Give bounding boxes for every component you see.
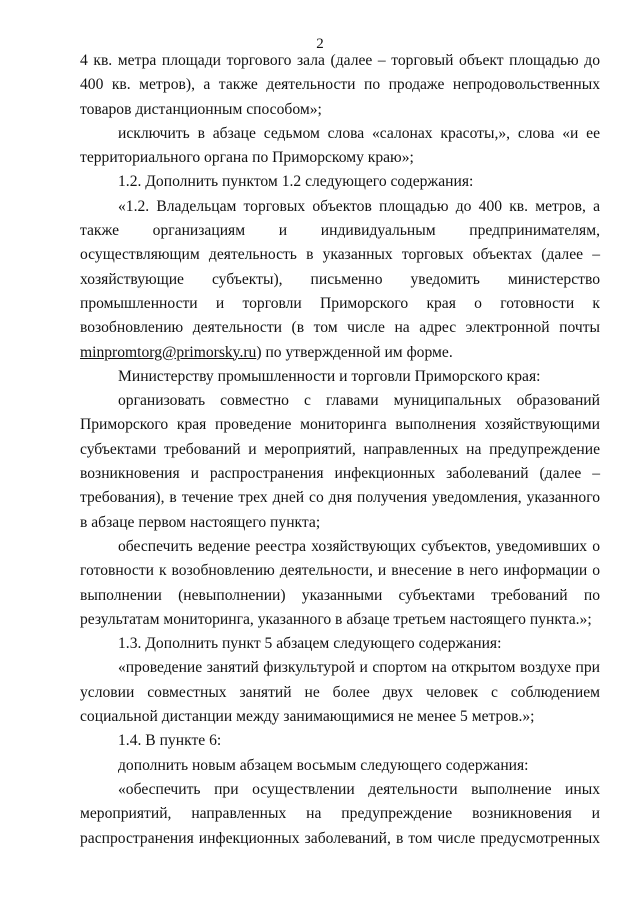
paragraph-registry: обеспечить ведение реестра хозяйствующих субъектов, уведомивших о готовности к возобновлению деятельности, и внесение в него информации о выполнении (невыполнении) указанными субъектами требований по результатам мониторинга, указанного в абзаце третьем настоящего пункта.»; — [80, 537, 600, 628]
paragraph-ministry: Министерству промышленности и торговли Приморского края: — [118, 367, 541, 385]
email-link[interactable]: minpromtorg@primorsky.ru — [80, 343, 257, 361]
page-number: 2 — [316, 36, 324, 52]
paragraph-item-1-2-heading: 1.2. Дополнить пунктом 1.2 следующего содержания: — [118, 173, 474, 191]
paragraph-item-1-3-heading: 1.3. Дополнить пункт 5 абзацем следующего содержания: — [118, 635, 502, 653]
paragraph-continuation: 4 кв. метра площади торгового зала (далее – торговый объект площадью до 400 кв. метров), а также деятельности по продаже непродовольственных товаров дистанционным способом»; — [80, 52, 600, 118]
document-body — [80, 49, 600, 851]
paragraph-exclude-words: исключить в абзаце седьмом слова «салонах красоты,», слова «и ее территориального органа по Приморскому краю»; — [80, 124, 600, 167]
paragraph-item-1-4-heading: 1.4. В пункте 6: — [118, 732, 222, 750]
paragraph-item-1-2-text — [80, 195, 600, 365]
paragraph-sports: «проведение занятий физкультурой и спортом на открытом воздухе при условии совместных занятий не более двух человек с соблюдением социальной дистанции между занимающимися не менее 5 метров.»; — [80, 659, 600, 726]
paragraph-item-1-2-text-before-email: «1.2. Владельцам торговых объектов площадью до 400 кв. метров, а также организациям и индивидуальным предпринимателям, осуществляющим деятельность в указанных торговых объектах (далее – хозяйствующие субъекты), письменно уведомить министерство промышленности и торговли Приморского края о готовности к возобновлению деятельности (в том числе на адрес электронной почты — [80, 197, 600, 337]
paragraph-item-1-2-text-after-email: ) по утвержденной им форме. — [256, 343, 453, 361]
paragraph-ensure-measures: «обеспечить при осуществлении деятельности выполнение иных мероприятий, направленных на предупреждение возникновения и распространения инфекционных заболеваний, в том числе предусмотренных — [80, 780, 600, 847]
paragraph-organize-monitoring: организовать совместно с главами муниципальных образований Приморского края проведение мониторинга выполнения хозяйствующими субъектами требований и мероприятий, направленных на предупреждение возникновения и распространения инфекционных заболеваний (далее – требования), в течение трех дней со дня получения уведомления, указанного в абзаце первом настоящего пункта; — [80, 392, 600, 531]
paragraph-add-eighth: дополнить новым абзацем восьмым следующего содержания: — [118, 756, 529, 774]
